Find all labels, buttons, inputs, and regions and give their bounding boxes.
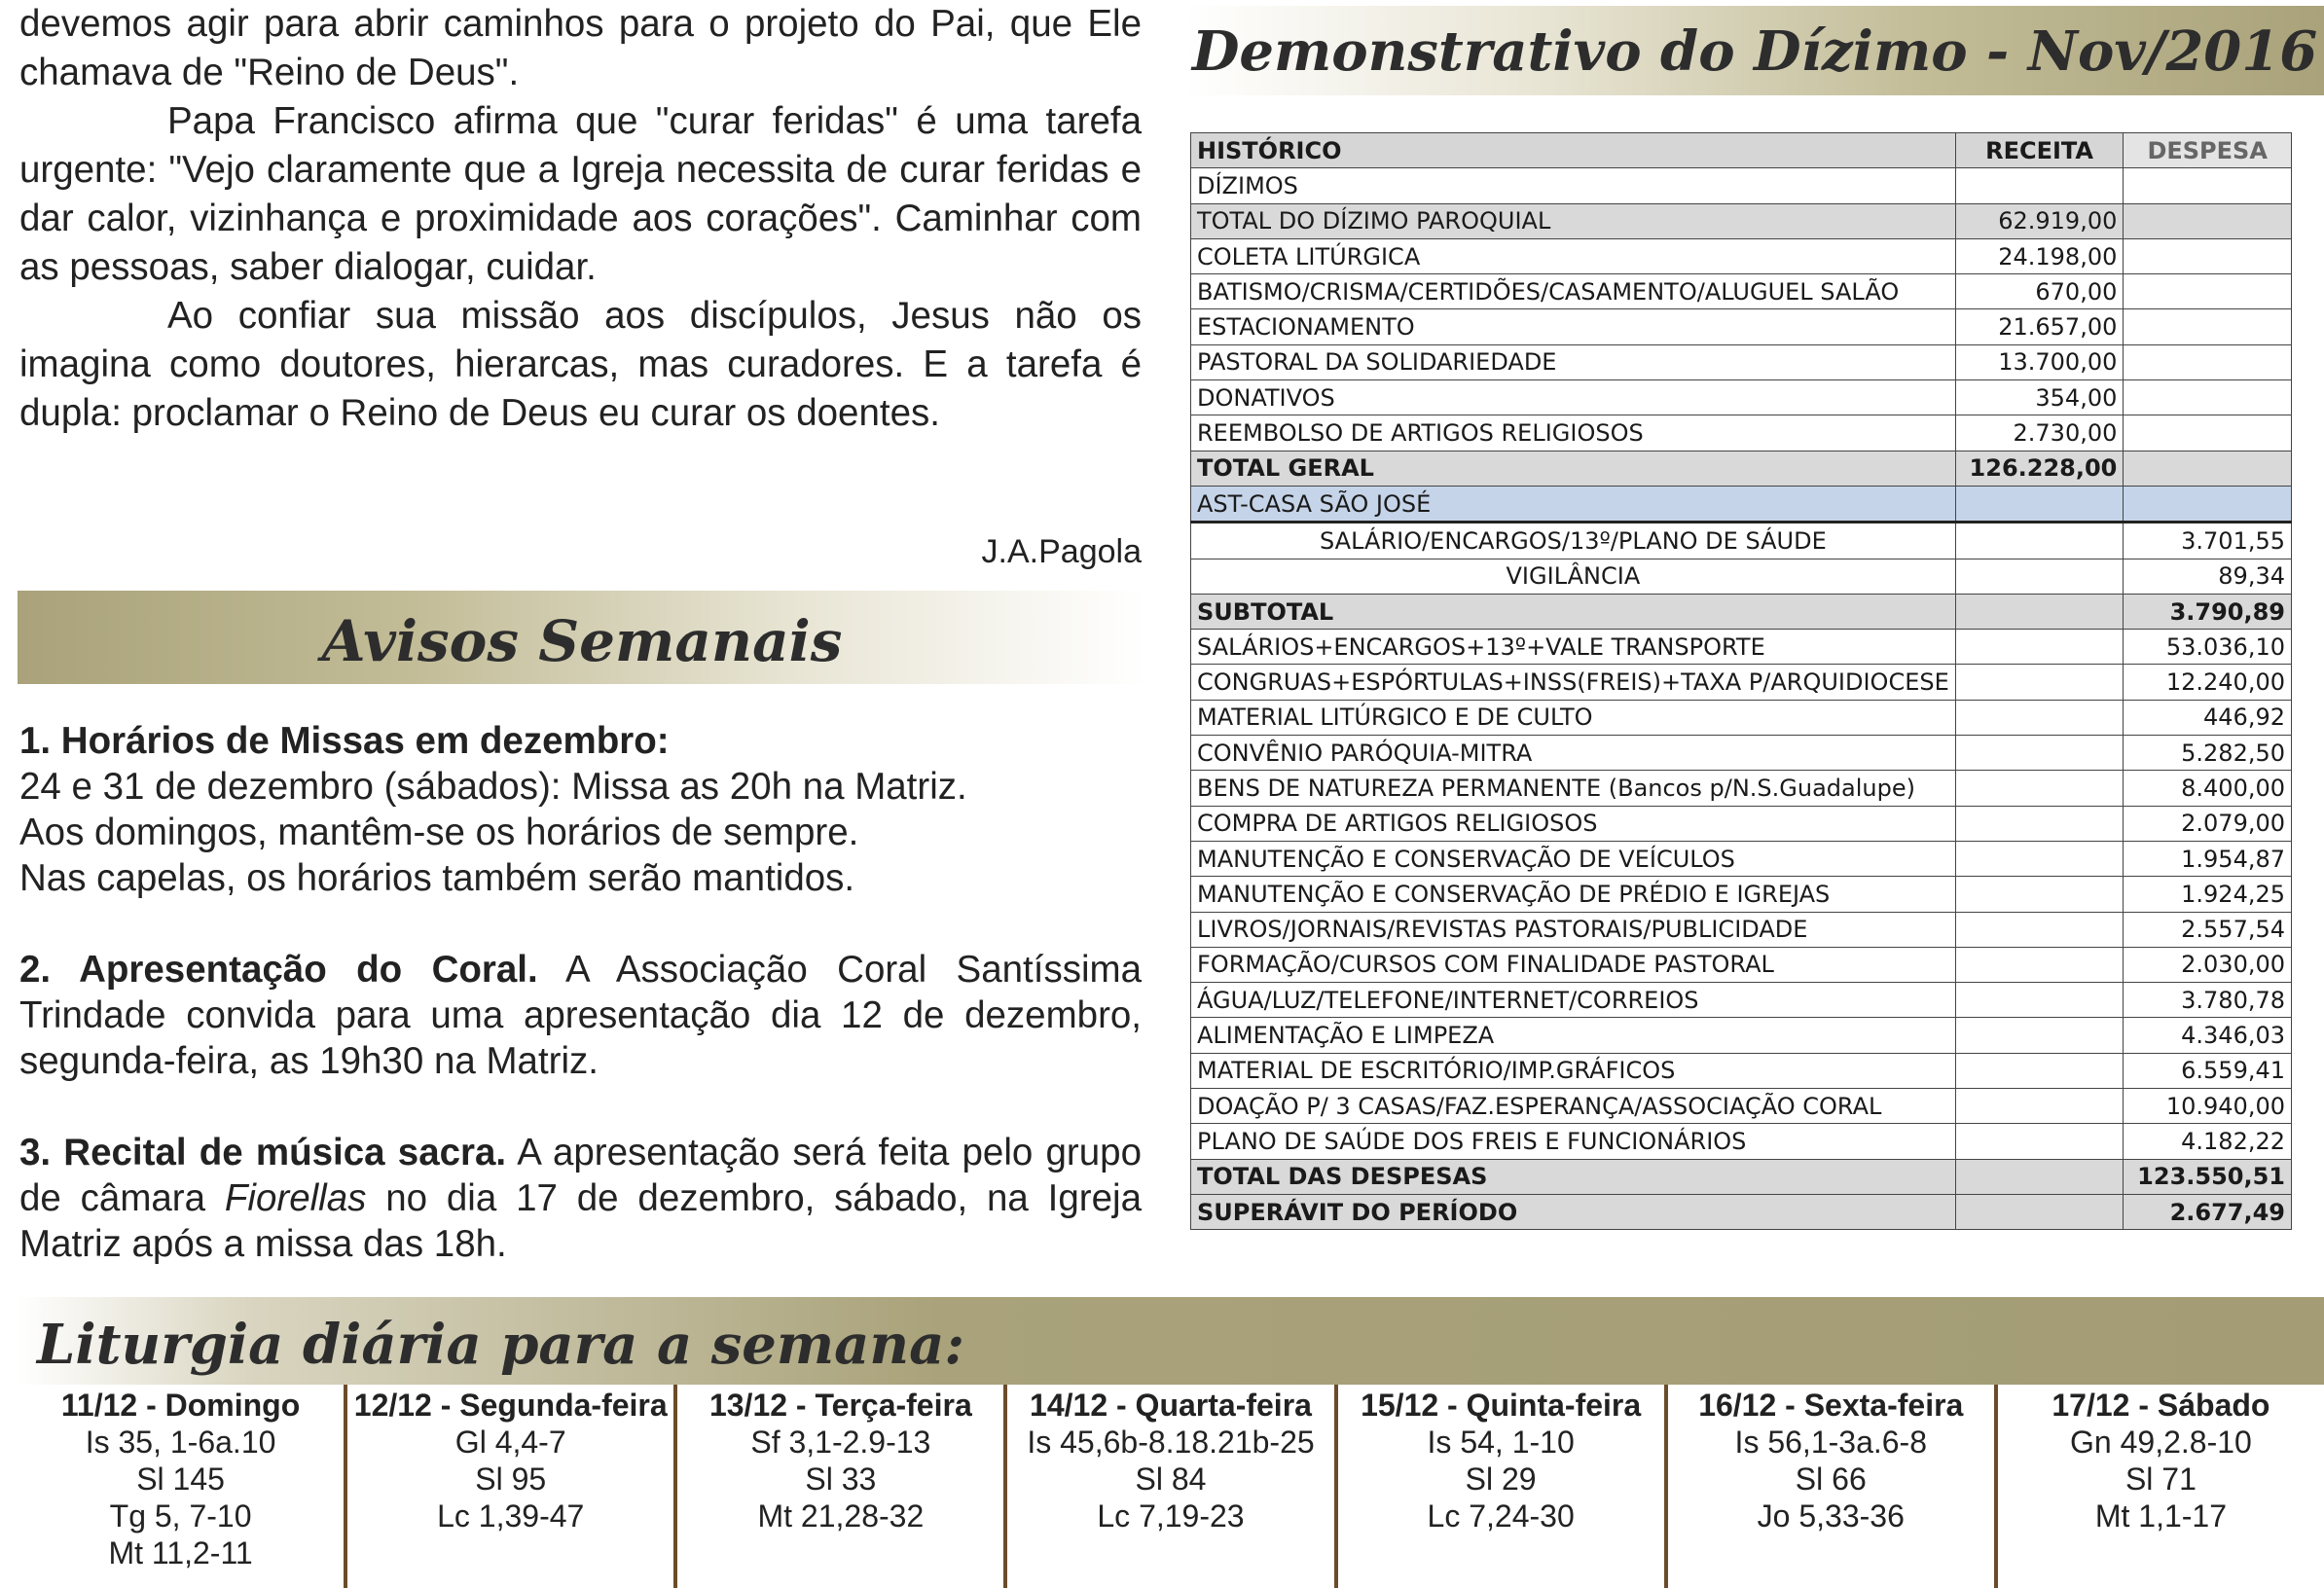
day-reading: Is 45,6b-8.18.21b-25 xyxy=(1027,1425,1315,1460)
table-row xyxy=(1191,523,2292,559)
table-row xyxy=(1191,1089,2292,1124)
day-name: 17/12 - Sábado xyxy=(2052,1388,2270,1423)
notice-heading: 2. Apresentação do Coral. xyxy=(19,949,538,991)
row-despesa: 6.559,41 xyxy=(2124,1053,2292,1088)
table-row xyxy=(1191,1124,2292,1159)
row-despesa xyxy=(2124,486,2292,522)
notice-line: Nas capelas, os horários também serão mantidos. xyxy=(19,857,855,899)
row-despesa xyxy=(2124,309,2292,344)
day-reading: Is 35, 1-6a.10 xyxy=(85,1425,276,1460)
row-receita: 354,00 xyxy=(1955,380,2124,415)
table-header-row xyxy=(1191,133,2292,168)
row-receita xyxy=(1955,700,2124,735)
row-despesa: 3.701,55 xyxy=(2124,523,2292,559)
row-receita xyxy=(1955,1124,2124,1159)
table-row xyxy=(1191,203,2292,238)
day-reading: Gl 4,4-7 xyxy=(454,1425,566,1460)
row-label: ÁGUA/LUZ/TELEFONE/INTERNET/CORREIOS xyxy=(1191,983,1956,1018)
liturgy-day xyxy=(1998,1385,2324,1588)
row-label: DONATIVOS xyxy=(1191,380,1956,415)
row-label: DOAÇÃO P/ 3 CASAS/FAZ.ESPERANÇA/ASSOCIAÇÃO CORAL xyxy=(1191,1089,1956,1124)
row-despesa: 2.677,49 xyxy=(2124,1194,2292,1229)
day-reading: Mt 21,28-32 xyxy=(757,1498,925,1534)
row-despesa: 2.030,00 xyxy=(2124,947,2292,982)
day-name: 14/12 - Quarta-feira xyxy=(1030,1388,1312,1423)
day-reading: Lc 7,24-30 xyxy=(1427,1498,1575,1534)
row-despesa: 3.780,78 xyxy=(2124,983,2292,1018)
liturgy-day xyxy=(1338,1385,1668,1588)
row-despesa: 12.240,00 xyxy=(2124,665,2292,700)
row-receita: 670,00 xyxy=(1955,274,2124,309)
notice-heading: 1. Horários de Missas em dezembro: xyxy=(19,720,670,762)
author-signature: J.A.Pagola xyxy=(981,533,1142,570)
table-row xyxy=(1191,274,2292,309)
row-receita xyxy=(1955,841,2124,876)
table-row xyxy=(1191,841,2292,876)
row-label: SUBTOTAL xyxy=(1191,594,1956,629)
row-despesa: 123.550,51 xyxy=(2124,1159,2292,1194)
notice-text: A Associação Coral Santíssima Trindade convida para uma apresentação dia 12 de dezembro, segunda-feira, as 19h30 na Matriz. xyxy=(19,949,1142,1082)
day-name: 15/12 - Quinta-feira xyxy=(1361,1388,1642,1423)
row-receita xyxy=(1955,912,2124,947)
reflection-paragraph: Ao confiar sua missão aos discípulos, Jesus não os imagina como doutores, hierarcas, mas curadores. E a tarefa é dupla: proclamar o Reino de Deus eu curar os doentes. xyxy=(19,295,1142,434)
row-despesa xyxy=(2124,451,2292,486)
row-receita: 62.919,00 xyxy=(1955,203,2124,238)
table-row xyxy=(1191,559,2292,594)
table-row xyxy=(1191,309,2292,344)
liturgy-day xyxy=(18,1385,347,1588)
liturgy-day xyxy=(347,1385,677,1588)
table-row xyxy=(1191,238,2292,273)
avisos-title: Avisos Semanais xyxy=(321,608,843,674)
row-label: TOTAL DO DÍZIMO PAROQUIAL xyxy=(1191,203,1956,238)
liturgy-day xyxy=(677,1385,1007,1588)
liturgy-day xyxy=(1668,1385,1998,1588)
row-label: BENS DE NATUREZA PERMANENTE (Bancos p/N.S.Guadalupe) xyxy=(1191,771,1956,806)
row-receita: 2.730,00 xyxy=(1955,415,2124,451)
row-receita xyxy=(1955,630,2124,665)
table-row xyxy=(1191,344,2292,379)
table-row xyxy=(1191,168,2292,203)
day-reading: Mt 11,2-11 xyxy=(108,1535,253,1570)
tithe-header-band xyxy=(1185,6,2324,95)
row-label: DÍZIMOS xyxy=(1191,168,1956,203)
table-row xyxy=(1191,665,2292,700)
day-reading: Is 54, 1-10 xyxy=(1427,1425,1575,1460)
row-label: SUPERÁVIT DO PERÍODO xyxy=(1191,1194,1956,1229)
day-name: 12/12 - Segunda-feira xyxy=(353,1388,668,1423)
row-label: MATERIAL LITÚRGICO E DE CULTO xyxy=(1191,700,1956,735)
row-despesa xyxy=(2124,344,2292,379)
row-receita xyxy=(1955,1053,2124,1088)
table-row xyxy=(1191,700,2292,735)
day-reading: Jo 5,33-36 xyxy=(1757,1498,1905,1534)
row-label: COMPRA DE ARTIGOS RELIGIOSOS xyxy=(1191,806,1956,841)
row-label: MANUTENÇÃO E CONSERVAÇÃO DE VEÍCULOS xyxy=(1191,841,1956,876)
table-row xyxy=(1191,771,2292,806)
table-row xyxy=(1191,912,2292,947)
day-reading: Tg 5, 7-10 xyxy=(109,1498,252,1534)
row-despesa: 2.557,54 xyxy=(2124,912,2292,947)
notice-item xyxy=(19,1130,1142,1267)
row-receita xyxy=(1955,1018,2124,1053)
day-reading: Sl 95 xyxy=(475,1462,547,1497)
day-reading: Sl 84 xyxy=(1135,1462,1207,1497)
row-receita xyxy=(1955,1089,2124,1124)
row-despesa: 1.924,25 xyxy=(2124,877,2292,912)
table-row xyxy=(1191,983,2292,1018)
day-reading: Lc 1,39-47 xyxy=(437,1498,585,1534)
table-row xyxy=(1191,451,2292,486)
row-despesa: 1.954,87 xyxy=(2124,841,2292,876)
day-reading: Sf 3,1-2.9-13 xyxy=(750,1425,931,1460)
table-row xyxy=(1191,806,2292,841)
notice-italic: Fiorellas xyxy=(224,1177,367,1219)
table-row xyxy=(1191,1159,2292,1194)
tithe-table xyxy=(1190,132,2292,1230)
day-name: 11/12 - Domingo xyxy=(60,1388,301,1423)
row-despesa xyxy=(2124,203,2292,238)
day-reading: Is 56,1-3a.6-8 xyxy=(1734,1425,1927,1460)
row-receita xyxy=(1955,523,2124,559)
row-receita xyxy=(1955,983,2124,1018)
row-despesa: 8.400,00 xyxy=(2124,771,2292,806)
row-despesa xyxy=(2124,168,2292,203)
row-label: LIVROS/JORNAIS/REVISTAS PASTORAIS/PUBLICIDADE xyxy=(1191,912,1956,947)
row-label: SALÁRIOS+ENCARGOS+13º+VALE TRANSPORTE xyxy=(1191,630,1956,665)
row-receita xyxy=(1955,1194,2124,1229)
row-label: ALIMENTAÇÃO E LIMPEZA xyxy=(1191,1018,1956,1053)
day-reading: Mt 1,1-17 xyxy=(2094,1498,2227,1534)
table-row xyxy=(1191,630,2292,665)
row-receita xyxy=(1955,877,2124,912)
notice-line: 24 e 31 de dezembro (sábados): Missa as 20h na Matriz. xyxy=(19,766,967,808)
row-despesa: 4.182,22 xyxy=(2124,1124,2292,1159)
header-historico: HISTÓRICO xyxy=(1191,133,1956,168)
table-row xyxy=(1191,1018,2292,1053)
row-despesa: 446,92 xyxy=(2124,700,2292,735)
row-despesa xyxy=(2124,274,2292,309)
row-despesa: 53.036,10 xyxy=(2124,630,2292,665)
row-label: COLETA LITÚRGICA xyxy=(1191,238,1956,273)
avisos-header-band xyxy=(18,591,1146,684)
header-despesa: DESPESA xyxy=(2124,133,2292,168)
table-row xyxy=(1191,1194,2292,1229)
day-reading: Gn 49,2.8-10 xyxy=(2070,1425,2252,1460)
row-receita xyxy=(1955,771,2124,806)
table-row xyxy=(1191,736,2292,771)
row-label: TOTAL DAS DESPESAS xyxy=(1191,1159,1956,1194)
day-name: 13/12 - Terça-feira xyxy=(708,1388,972,1423)
row-despesa xyxy=(2124,238,2292,273)
reflection-paragraph: devemos agir para abrir caminhos para o projeto do Pai, que Ele chamava de "Reino de Deus". xyxy=(19,3,1142,93)
row-label: MATERIAL DE ESCRITÓRIO/IMP.GRÁFICOS xyxy=(1191,1053,1956,1088)
row-label: SALÁRIO/ENCARGOS/13º/PLANO DE SÁUDE xyxy=(1191,523,1956,559)
table-row xyxy=(1191,1053,2292,1088)
table-row xyxy=(1191,594,2292,629)
tithe-title: Demonstrativo do Dízimo - Nov/2016 xyxy=(1191,19,2318,84)
day-reading: Sl 29 xyxy=(1465,1462,1537,1497)
table-row xyxy=(1191,947,2292,982)
row-receita xyxy=(1955,806,2124,841)
row-receita xyxy=(1955,1159,2124,1194)
liturgy-day xyxy=(1007,1385,1337,1588)
day-reading: Sl 71 xyxy=(2124,1462,2197,1497)
day-reading: Lc 7,19-23 xyxy=(1097,1498,1245,1534)
row-label: ESTACIONAMENTO xyxy=(1191,309,1956,344)
liturgy-title: Liturgia diária para a semana: xyxy=(37,1313,965,1377)
row-despesa: 3.790,89 xyxy=(2124,594,2292,629)
header-receita: RECEITA xyxy=(1955,133,2124,168)
row-despesa: 5.282,50 xyxy=(2124,736,2292,771)
row-receita xyxy=(1955,559,2124,594)
row-label: PLANO DE SAÚDE DOS FREIS E FUNCIONÁRIOS xyxy=(1191,1124,1956,1159)
row-despesa xyxy=(2124,380,2292,415)
table-row xyxy=(1191,486,2292,522)
reflection-paragraph: Papa Francisco afirma que "curar feridas" é uma tarefa urgente: "Vejo claramente que a Igreja necessita de curar feridas e dar calor, vizinhança e proximidade aos corações". Caminhar com as pessoas, saber dialogar, cuidar. xyxy=(19,100,1142,288)
row-despesa: 89,34 xyxy=(2124,559,2292,594)
table-row xyxy=(1191,877,2292,912)
day-reading: Sl 66 xyxy=(1795,1462,1867,1497)
row-label: FORMAÇÃO/CURSOS COM FINALIDADE PASTORAL xyxy=(1191,947,1956,982)
notice-text: A apresentação será feita pelo grupo de câmara xyxy=(19,1132,1142,1219)
notices-list xyxy=(19,718,1142,1313)
row-receita xyxy=(1955,486,2124,522)
row-receita xyxy=(1955,665,2124,700)
row-despesa: 2.079,00 xyxy=(2124,806,2292,841)
row-label: REEMBOLSO DE ARTIGOS RELIGIOSOS xyxy=(1191,415,1956,451)
row-label: PASTORAL DA SOLIDARIEDADE xyxy=(1191,344,1956,379)
notice-item xyxy=(19,947,1142,1084)
row-receita xyxy=(1955,168,2124,203)
row-receita xyxy=(1955,736,2124,771)
row-receita: 21.657,00 xyxy=(1955,309,2124,344)
row-receita: 126.228,00 xyxy=(1955,451,2124,486)
notice-line: Aos domingos, mantêm-se os horários de sempre. xyxy=(19,812,859,853)
liturgy-header-band xyxy=(18,1297,2324,1385)
notice-heading: 3. Recital de música sacra. xyxy=(19,1132,507,1173)
row-receita xyxy=(1955,947,2124,982)
row-despesa: 10.940,00 xyxy=(2124,1089,2292,1124)
row-label: AST-CASA SÃO JOSÉ xyxy=(1191,486,1956,522)
row-despesa: 4.346,03 xyxy=(2124,1018,2292,1053)
row-despesa xyxy=(2124,415,2292,451)
row-receita xyxy=(1955,594,2124,629)
row-receita: 13.700,00 xyxy=(1955,344,2124,379)
row-label: CONVÊNIO PARÓQUIA-MITRA xyxy=(1191,736,1956,771)
reflection-text xyxy=(19,0,1142,438)
row-label: MANUTENÇÃO E CONSERVAÇÃO DE PRÉDIO E IGREJAS xyxy=(1191,877,1956,912)
row-label: CONGRUAS+ESPÓRTULAS+INSS(FREIS)+TAXA P/ARQUIDIOCESE xyxy=(1191,665,1956,700)
liturgy-days xyxy=(18,1385,2324,1588)
day-reading: Sl 145 xyxy=(136,1462,225,1497)
notice-item xyxy=(19,718,1142,901)
row-label: BATISMO/CRISMA/CERTIDÕES/CASAMENTO/ALUGUEL SALÃO xyxy=(1191,274,1956,309)
table-row xyxy=(1191,380,2292,415)
table-row xyxy=(1191,415,2292,451)
row-receita: 24.198,00 xyxy=(1955,238,2124,273)
day-name: 16/12 - Sexta-feira xyxy=(1698,1388,1964,1423)
day-reading: Sl 33 xyxy=(805,1462,877,1497)
row-label: VIGILÂNCIA xyxy=(1191,559,1956,594)
notice-text: no dia 17 de dezembro, sábado, na Igreja Matriz após a missa das 18h. xyxy=(19,1177,1142,1265)
row-label: TOTAL GERAL xyxy=(1191,451,1956,486)
